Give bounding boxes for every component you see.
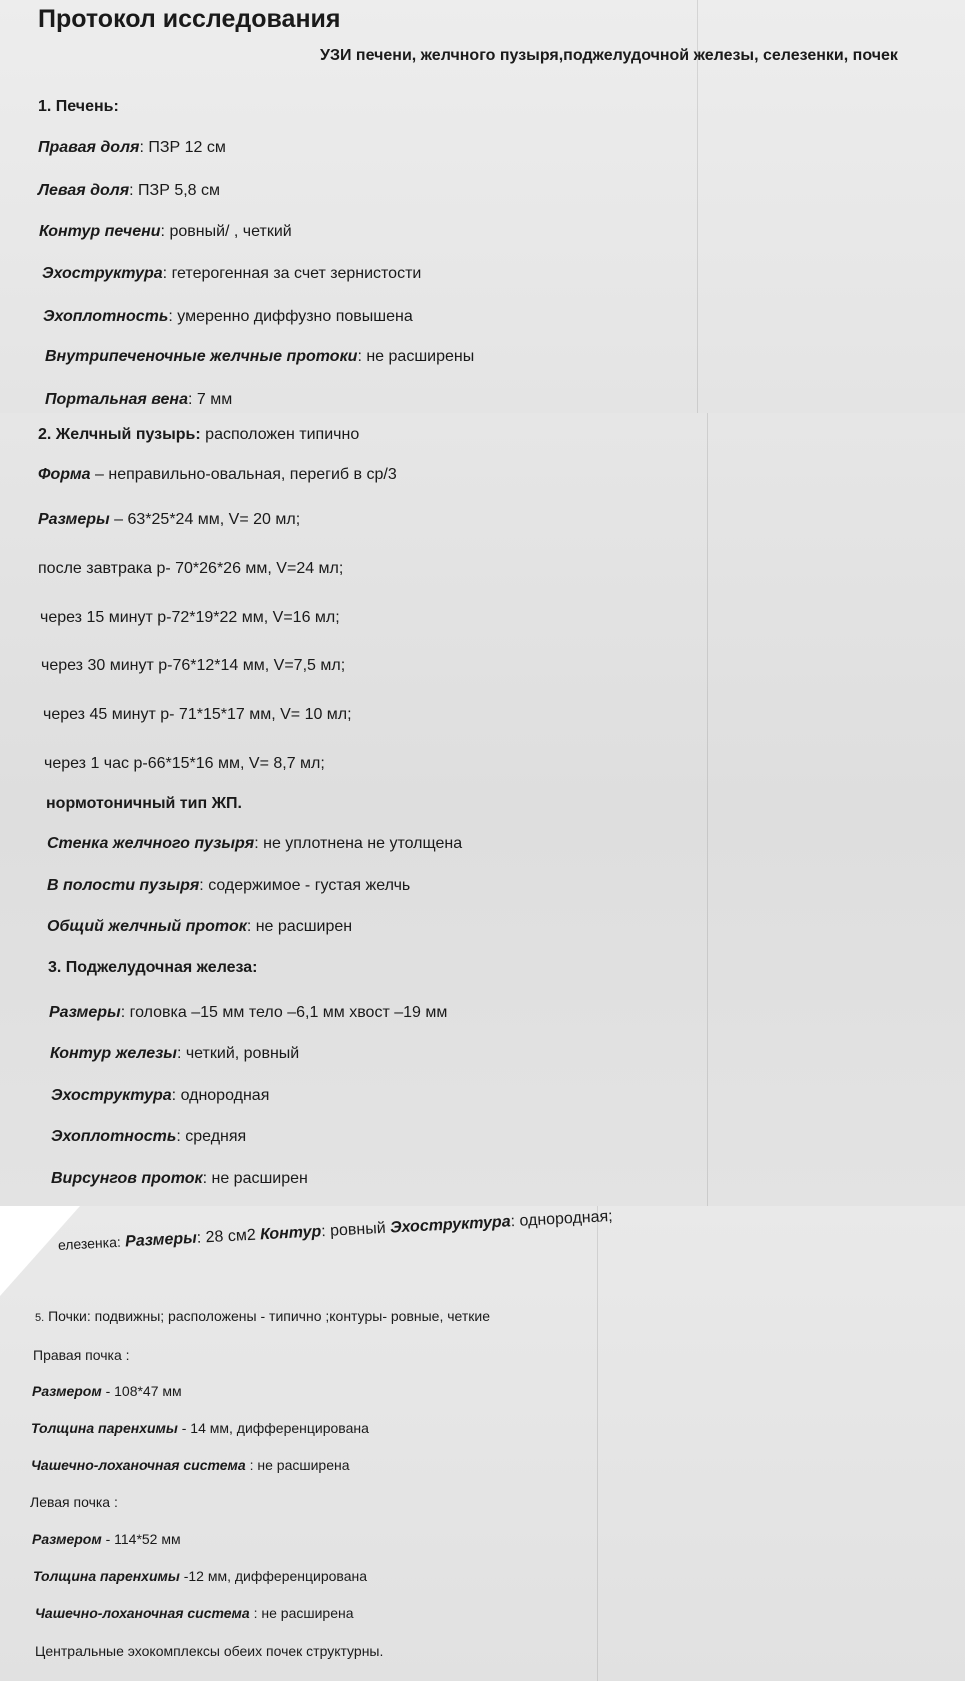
gallbladder-after-30-min: через 30 минут р-76*12*14 мм, V=7,5 мл;	[41, 657, 346, 674]
page-section-spleen-kidneys	[0, 1206, 965, 1681]
gallbladder-shape: Форма – неправильно-овальная, перегиб в ср/3	[38, 466, 397, 483]
spleen-line: елезенка: Размеры: 28 см2 Контур: ровный Эхоструктура: однородная;	[57, 1207, 614, 1253]
page-subtitle: УЗИ печени, желчного пузыря,поджелудочной железы, селезенки, почек	[320, 47, 898, 64]
pancreas-heading: 3. Поджелудочная железа:	[48, 959, 258, 976]
gallbladder-heading: 2. Желчный пузырь: расположен типично	[38, 426, 360, 443]
liver-contour: Контур печени: ровный/ , четкий	[39, 223, 292, 240]
liver-echostructure: Эхоструктура: гетерогенная за счет зернистости	[42, 265, 422, 282]
pancreas-wirsung-duct: Вирсунгов проток: не расширен	[51, 1170, 308, 1187]
right-kidney-pcs: Чашечно-лоханочная система : не расширена	[31, 1457, 350, 1473]
left-kidney-size: Размером - 114*52 мм	[32, 1531, 181, 1547]
left-kidney-heading: Левая почка :	[30, 1494, 118, 1510]
pancreas-contour: Контур железы: четкий, ровный	[50, 1045, 300, 1062]
gallbladder-type: нормотоничный тип ЖП.	[46, 795, 242, 812]
liver-echodensity: Эхоплотность: умеренно диффузно повышена	[43, 308, 413, 325]
pancreas-echostructure: Эхоструктура: однородная	[51, 1087, 270, 1104]
paper-fold-line	[597, 1206, 598, 1681]
page-section-gallbladder-pancreas	[0, 413, 965, 1206]
right-kidney-parenchyma: Толщина паренхимы - 14 мм, дифференцирована	[31, 1420, 369, 1436]
liver-right-lobe: Правая доля: ПЗР 12 см	[38, 139, 226, 156]
gallbladder-after-1-hour: через 1 час р-66*15*16 мм, V= 8,7 мл;	[44, 755, 325, 772]
pancreas-echodensity: Эхоплотность: средняя	[51, 1128, 247, 1145]
right-kidney-size: Размером - 108*47 мм	[32, 1383, 182, 1399]
liver-ducts: Внутрипеченочные желчные протоки: не расширены	[45, 348, 475, 365]
common-bile-duct: Общий желчный проток: не расширен	[47, 918, 353, 935]
gallbladder-cavity: В полости пузыря: содержимое - густая желчь	[47, 877, 411, 894]
gallbladder-after-breakfast: после завтрака р- 70*26*26 мм, V=24 мл;	[38, 560, 344, 577]
liver-heading: 1. Печень:	[38, 98, 119, 115]
kidneys-heading: 5. Почки: подвижны; расположены - типично ;контуры- ровные, четкие	[35, 1308, 490, 1324]
gallbladder-wall: Стенка желчного пузыря: не уплотнена не утолщена	[47, 835, 463, 852]
page-section-liver	[0, 0, 965, 413]
gallbladder-after-45-min: через 45 минут р- 71*15*17 мм, V= 10 мл;	[43, 706, 352, 723]
paper-fold-line	[707, 413, 708, 1206]
left-kidney-pcs: Чашечно-лоханочная система : не расширена	[35, 1605, 354, 1621]
right-kidney-heading: Правая почка :	[33, 1347, 130, 1363]
page-title: Протокол исследования	[38, 5, 341, 33]
kidneys-central-complex: Центральные эхокомплексы обеих почек структурны.	[35, 1643, 384, 1659]
pancreas-size: Размеры: головка –15 мм тело –6,1 мм хвост –19 мм	[49, 1004, 448, 1021]
left-kidney-parenchyma: Толщина паренхимы -12 мм, дифференцирована	[33, 1568, 367, 1584]
liver-portal-vein: Портальная вена: 7 мм	[45, 391, 233, 408]
liver-left-lobe: Левая доля: ПЗР 5,8 см	[38, 182, 221, 199]
folded-corner	[0, 1206, 80, 1296]
gallbladder-size: Размеры – 63*25*24 мм, V= 20 мл;	[38, 511, 301, 528]
gallbladder-after-15-min: через 15 минут р-72*19*22 мм, V=16 мл;	[40, 609, 340, 626]
